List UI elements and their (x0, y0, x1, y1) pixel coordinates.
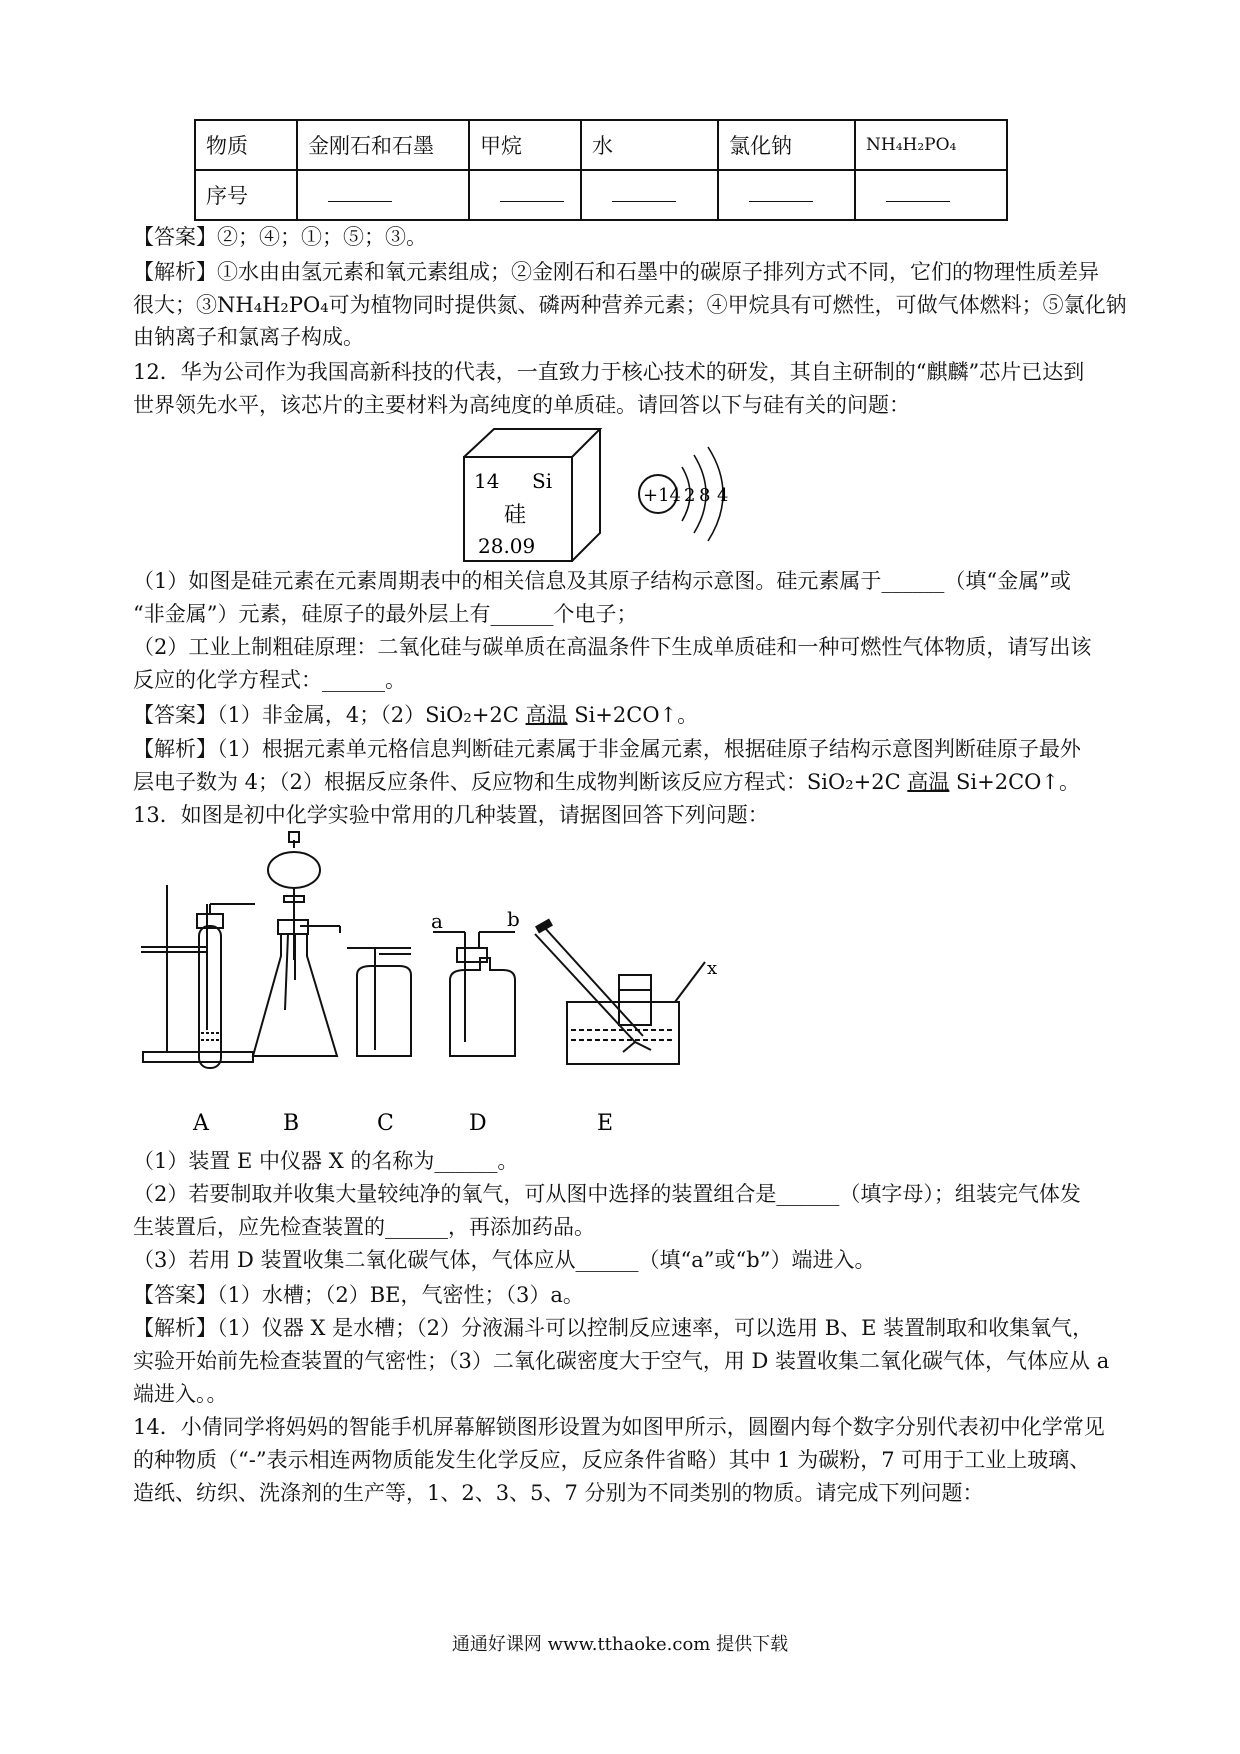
q14-stem: 造纸、纺织、洗涤剂的生产等，1、2、3、5、7 分别为不同类别的物质。请完成下列问题： (133, 1481, 984, 1505)
shell-count: 4 (717, 485, 729, 506)
q11-analysis-line: 【解析】①水由由氢元素和氧元素组成；②金刚石和石墨中的碳原子排列方式不同，它们的物理性质差异 (133, 260, 1099, 284)
table-row (195, 120, 1007, 170)
shell-count: 2 (684, 485, 696, 506)
instrument-x-label: x (707, 958, 718, 979)
q12-stem: 世界领先水平，该芯片的主要材料为高纯度的单质硅。请回答以下与硅有关的问题： (133, 393, 910, 417)
atomic-mass: 28.09 (478, 534, 536, 558)
q12-stem: 12．华为公司作为我国高新科技的代表，一直致力于核心技术的研发，其自主研制的“麒麟”芯片已达到 (133, 360, 1085, 384)
apparatus-label: A (193, 1111, 209, 1136)
apparatus-b-icon (253, 832, 340, 1056)
q11-analysis-line: 很大；③NH₄H₂PO₄可为植物同时提供氮、磷两种营养元素；④甲烷具有可燃性，可做气体燃料；⑤氯化钠 (133, 293, 1127, 317)
answer-text: Si+2CO↑。 (567, 703, 699, 727)
table-cell: NH₄H₂PO₄ (855, 120, 1007, 170)
silicon-figure (460, 425, 760, 565)
apparatus-e-icon (535, 928, 705, 1064)
apparatus-d-icon (433, 932, 515, 1056)
q12-part1: （1）如图是硅元素在元素周期表中的相关信息及其原子结构示意图。硅元素属于______（填“金属”或 (133, 569, 1071, 593)
q13-part3: （3）若用 D 装置收集二氧化碳气体，气体应从______（填“a”或“b”）端进入。 (133, 1248, 876, 1272)
table-cell: 氯化钠 (718, 120, 855, 170)
port-a-label: a (431, 909, 443, 933)
q12-answer (133, 700, 1133, 730)
q12-part2: （2）工业上制粗硅原理：二氧化硅与碳单质在高温条件下生成单质硅和一种可燃性气体物质，请写出该 (133, 635, 1092, 659)
apparatus-label: C (377, 1111, 394, 1136)
table-cell: 金刚石和石墨 (297, 120, 469, 170)
shell-count: 8 (699, 485, 711, 506)
table-cell: 甲烷 (469, 120, 581, 170)
table-cell: 序号 (195, 170, 297, 220)
table-row (195, 170, 1007, 220)
q13-analysis-line: 实验开始前先检查装置的气密性；（3）二氧化碳密度大于空气，用 D 装置收集二氧化碳气体，气体应从 a (133, 1349, 1110, 1373)
q11-analysis-line: 由钠离子和氯离子构成。 (133, 325, 364, 349)
answer-blank (297, 170, 469, 220)
q13-part2: 生装置后，应先检查装置的______，再添加药品。 (133, 1215, 595, 1239)
atom-structure-icon (639, 447, 728, 541)
apparatus-figure (135, 830, 815, 1140)
q12-analysis-line (133, 767, 1133, 797)
answer-blank (718, 170, 855, 220)
q12-part1: “非金属”）元素，硅原子的最外层上有______个电子； (133, 602, 638, 626)
answer-blank (581, 170, 718, 220)
q13-analysis-line: 【解析】（1）仪器 X 是水槽；（2）分液漏斗可以控制反应速率，可以选用 B、E 装置制取和收集氧气， (133, 1316, 1094, 1340)
apparatus-c-icon (347, 948, 411, 1056)
q14-stem: 的种物质（“-”表示相连两物质能发生化学反应，反应条件省略）其中 1 为碳粉，7 可用于工业上玻璃、 (133, 1448, 1091, 1472)
analysis-text: 层电子数为 4；（2）根据反应条件、反应物和生成物判断该反应方程式：SiO₂+2C (133, 770, 908, 794)
page-footer: 通通好课网 www.tthaoke.com 提供下载 (451, 1634, 789, 1655)
port-b-label: b (507, 907, 520, 931)
reaction-condition: 高温 (525, 703, 568, 727)
apparatus-a-icon (141, 885, 255, 1068)
apparatus-label: D (469, 1111, 487, 1136)
q11-answer: 【答案】②；④；①；⑤；③。 (133, 225, 427, 249)
reaction-condition: 高温 (907, 770, 950, 794)
q13-part1: （1）装置 E 中仪器 X 的名称为______。 (133, 1149, 519, 1173)
q14-stem: 14．小倩同学将妈妈的智能手机屏幕解锁图形设置为如图甲所示，圆圈内每个数字分别代表初中化学常见 (133, 1415, 1105, 1439)
answer-text: 【答案】（1）非金属，4；（2）SiO₂+2C (133, 703, 526, 727)
q13-stem: 13．如图是初中化学实验中常用的几种装置，请据图回答下列问题： (133, 803, 769, 827)
analysis-text: Si+2CO↑。 (949, 770, 1080, 794)
answer-blank (855, 170, 1007, 220)
q13-analysis-line: 端进入。。 (133, 1382, 228, 1406)
element-symbol: Si (532, 469, 553, 493)
q13-part2: （2）若要制取并收集大量较纯净的氧气，可从图中选择的装置组合是______（填字母）；组装完气体发 (133, 1182, 1081, 1206)
q12-analysis-line: 【解析】（1）根据元素单元格信息判断硅元素属于非金属元素，根据硅原子结构示意图判断硅原子最外 (133, 737, 1081, 761)
q12-part2: 反应的化学方程式：______。 (133, 668, 406, 692)
table-cell: 物质 (195, 120, 297, 170)
q13-answer: 【答案】（1）水槽；（2）BE，气密性；（3）a。 (133, 1283, 584, 1307)
element-name: 硅 (504, 503, 527, 528)
substance-table (194, 119, 1008, 221)
apparatus-label: B (283, 1111, 300, 1136)
nucleus-charge: +14 (643, 485, 681, 506)
answer-blank (469, 170, 581, 220)
table-cell: 水 (581, 120, 718, 170)
atomic-number: 14 (474, 469, 500, 493)
apparatus-label: E (597, 1111, 614, 1136)
